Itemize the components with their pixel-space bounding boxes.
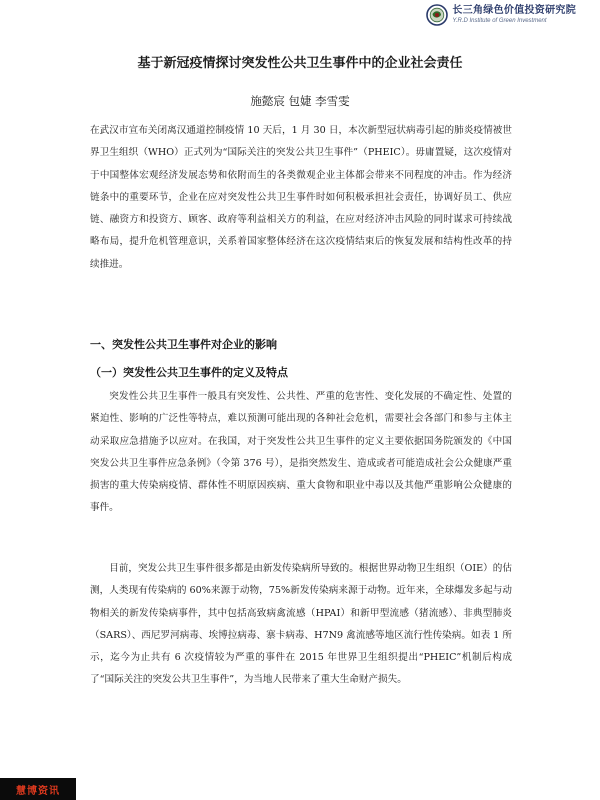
section-heading: 一、突发性公共卫生事件对企业的影响: [90, 338, 277, 351]
institute-name: 长三角绿色价值投资研究院: [452, 5, 576, 16]
document-authors: 施懿宸 包婕 李雪雯: [250, 94, 350, 108]
footer-watermark-text: 慧博资讯: [16, 785, 60, 797]
globe-logo-icon: [426, 4, 448, 26]
document-title: 基于新冠疫情探讨突发性公共卫生事件中的企业社会责任: [137, 56, 463, 71]
body-paragraph-definition: 突发性公共卫生事件一般具有突发性、公共性、严重的危害性、变化发展的不确定性、处置的紧迫性、影响的广泛性等特点，难以预测可能出现的各种社会危机，需要社会各部门和参与主体主动采取应急措施予以应对。在我国，对于突发性公共卫生事件的定义主要依据国务院颁发的《中国突发公共卫生事件应急条例》（令第 376 号），是指突然发生、造成或者可能造成社会公众健康严重损害的重大传染病疫情、群体性不明原因疾病、重大食物和职业中毒以及其他严重影响公众健康的事件。: [90, 391, 512, 514]
body-paragraph-emerging-diseases: 目前，突发公共卫生事件很多都是由新发传染病所导致的。根据世界动物卫生组织（OIE）的估测，人类现有传染病的 60%来源于动物，75%新发传染病来源于动物。近年来，全球爆发多起与动物相关的新发传染病事件，其中包括高致病禽流感（HPAI）和新甲型流感（猪流感）、非典型肺炎（SARS）、西尼罗河病毒、埃博拉病毒、寨卡病毒、H7N9 禽流感等地区流行性传染病。如表 1 所示，迄今为止共有 6 次疫情较为严重的事件在 2015 年世界卫生组织提出“PHEIC”机制后构成了“国际关注的突发公共卫生事件”，为当地人民带来了重大生命财产损失。: [90, 563, 512, 686]
institute-logo: [426, 4, 576, 26]
abstract-paragraph: 在武汉市宣布关闭离汉通道控制疫情 10 天后，1 月 30 日，本次新型冠状病毒引起的肺炎疫情被世界卫生组织（WHO）正式列为“国际关注的突发公共卫生事件”（PHEIC）。毋庸置疑，这次疫情对于中国整体宏观经济发展态势和依附而生的各类微观企业主体都会带来不同程度的冲击。作为经济链条中的重要环节，企业在应对突发性公共卫生事件时如何积极承担社会责任，协调好员工、供应链、融资方和投资方、顾客、政府等利益相关方的利益，在应对经济冲击风险的同时谋求可持续战略布局，提升危机管理意识，关系着国家整体经济在这次疫情结束后的恢复发展和结构性改革的持续推进。: [90, 125, 512, 270]
footer-watermark: [0, 778, 76, 800]
subsection-heading: （一）突发性公共卫生事件的定义及特点: [90, 366, 288, 379]
institute-name-en: Y.R.D Institute of Green Investment: [452, 18, 547, 24]
